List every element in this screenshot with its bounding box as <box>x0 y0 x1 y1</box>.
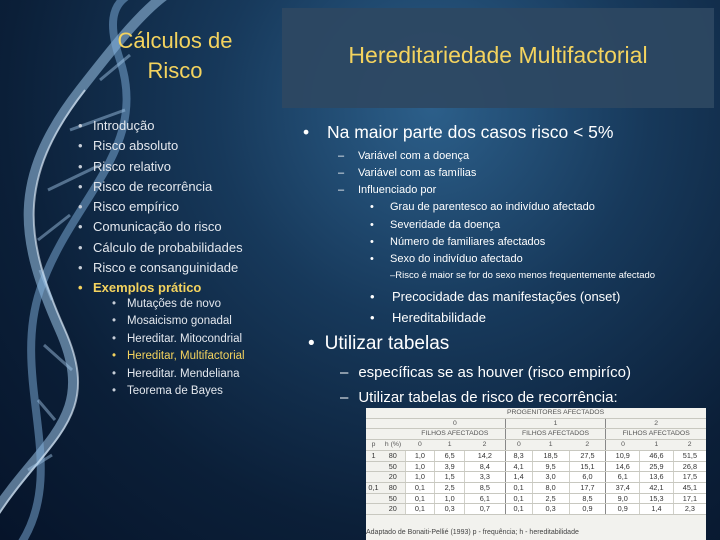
table-cell: 1,4 <box>505 472 532 483</box>
table-cell: 8,0 <box>532 482 569 493</box>
table-cell <box>366 461 381 472</box>
table-cell: 0,3 <box>435 504 465 515</box>
submenu-item-mosaicismo-gonadal[interactable]: • Mosaicismo gonadal <box>112 313 245 330</box>
table-cell: 0,9 <box>569 504 606 515</box>
table-group-header: 2 <box>606 418 706 429</box>
table-cell: 51,5 <box>673 450 706 461</box>
table-cell: 1,0 <box>435 493 465 504</box>
dash-marker: – <box>340 389 349 406</box>
table-cell: 14,2 <box>465 450 506 461</box>
table-cell: 0,1 <box>366 482 381 493</box>
main-bullet-text: Na maior parte dos casos risco < 5% <box>327 122 614 142</box>
table-group-header: 0 <box>405 418 505 429</box>
table-cell: 17,1 <box>673 493 706 504</box>
table-cell: 6,0 <box>569 472 606 483</box>
table-cell: 0,1 <box>405 482 435 493</box>
submenu-item-hereditar-mendeliana[interactable]: • Hereditar. Mendeliana <box>112 366 245 383</box>
table-subgroup-header: FILHOS AFECTADOS <box>405 429 505 440</box>
bullet-marker: • <box>370 289 375 304</box>
table-cell: 17,5 <box>673 472 706 483</box>
tables-bullet <box>308 333 449 355</box>
table-cell: 1,0 <box>405 461 435 472</box>
table-cell: 0,1 <box>505 482 532 493</box>
bullet-marker: • <box>370 201 374 213</box>
section-title-line-1: Cálculos de <box>117 28 233 53</box>
dash-marker: – <box>338 184 345 196</box>
table-cell: 17,7 <box>569 482 606 493</box>
slide-title: Hereditariedade Multifactorial <box>348 42 648 68</box>
table-cell: 50 <box>381 493 405 504</box>
table-cell: 15,1 <box>569 461 606 472</box>
table-cell: 15,3 <box>640 493 674 504</box>
table-col-label: 2 <box>465 440 506 451</box>
submenu <box>112 296 245 400</box>
table-cell: 6,1 <box>606 472 640 483</box>
bullet-marker: • <box>370 253 374 265</box>
table-cell: 18,5 <box>532 450 569 461</box>
table-col-label: 0 <box>606 440 640 451</box>
dash-item-variavel-doenca: Variável com a doença <box>358 150 470 162</box>
dash-marker: – <box>338 167 345 179</box>
menu-item-comunicacao-risco[interactable]: • Comunicação do risco <box>78 217 243 237</box>
tables-bullet-text: Utilizar tabelas <box>324 333 450 354</box>
table-cell: 2,5 <box>532 493 569 504</box>
table-cell <box>366 493 381 504</box>
submenu-item-hereditar-mitocondrial[interactable]: • Hereditar. Mitocondrial <box>112 331 245 348</box>
table-row <box>366 461 706 472</box>
table-cell: 8,4 <box>465 461 506 472</box>
table-cell: 1,4 <box>640 504 674 515</box>
table-column-labels <box>366 440 706 451</box>
table-cell: 0,1 <box>505 493 532 504</box>
dash-item-variavel-familias: Variável com as famílias <box>358 167 477 179</box>
table-row <box>366 450 706 461</box>
dash-item-influenciado: Influenciado por <box>358 184 437 196</box>
submenu-item-hereditar-multifactorial[interactable]: • Hereditar, Multifactorial <box>112 348 245 365</box>
tables-dash-recorrencia-text: Utilizar tabelas de risco de recorrência: <box>358 389 618 406</box>
table-col-label: 0 <box>505 440 532 451</box>
table-cell: 26,8 <box>673 461 706 472</box>
table-cell: 10,9 <box>606 450 640 461</box>
table-cell: 0,1 <box>405 504 435 515</box>
table-cell: 80 <box>381 450 405 461</box>
table-cell: 25,9 <box>640 461 674 472</box>
bullet-marker: • <box>370 219 374 231</box>
table-cell: 27,5 <box>569 450 606 461</box>
menu-item-risco-empirico[interactable]: • Risco empírico <box>78 197 243 217</box>
table-cell: 1,0 <box>405 450 435 461</box>
table-cell: 3,0 <box>532 472 569 483</box>
table-cell: 50 <box>381 461 405 472</box>
table-cell: 37,4 <box>606 482 640 493</box>
item-hereditabilidade: Hereditabilidade <box>392 310 486 325</box>
bullet-marker: • <box>308 333 315 354</box>
table-cell: 14,6 <box>606 461 640 472</box>
table-cell: 8,5 <box>465 482 506 493</box>
table-cell: 4,1 <box>505 461 532 472</box>
table-row <box>366 504 706 515</box>
table-cell: 0,1 <box>505 504 532 515</box>
table-cell: 3,3 <box>465 472 506 483</box>
section-menu <box>78 116 243 299</box>
menu-item-introducao[interactable]: • Introdução <box>78 116 243 136</box>
table-cell: 9,0 <box>606 493 640 504</box>
table-cell: 20 <box>381 504 405 515</box>
table-cell: 0,3 <box>532 504 569 515</box>
submenu-item-mutacoes-novo[interactable]: • Mutações de novo <box>112 296 245 313</box>
table-col-label: p <box>366 440 381 451</box>
bullet-marker: • <box>370 310 375 325</box>
table-col-label: 1 <box>532 440 569 451</box>
dash-marker: – <box>338 150 345 162</box>
table-cell: 2,3 <box>673 504 706 515</box>
table-cell <box>366 472 381 483</box>
table-cell: 13,6 <box>640 472 674 483</box>
table-caption: Adaptado de Bonaiti-Pellié (1993) p - frequência; h - hereditabilidade <box>366 529 579 536</box>
table-group-header: 1 <box>505 418 606 429</box>
menu-item-risco-absoluto[interactable]: • Risco absoluto <box>78 136 243 156</box>
section-title-line-2: Risco <box>147 58 203 83</box>
table-cell: 1,5 <box>435 472 465 483</box>
item-precocidade: Precocidade das manifestações (onset) <box>392 289 621 304</box>
tables-dash-especificas <box>340 364 631 381</box>
tables-dash-recorrencia <box>340 389 618 406</box>
table-cell: 45,1 <box>673 482 706 493</box>
table-col-label: 2 <box>569 440 606 451</box>
menu-item-risco-recorrencia[interactable]: • Risco de recorrência <box>78 177 243 197</box>
table-cell: 20 <box>381 472 405 483</box>
factor-severidade: Severidade da doença <box>390 219 501 231</box>
table-cell: 3,9 <box>435 461 465 472</box>
factor-sexo: Sexo do indivíduo afectado <box>390 253 523 265</box>
factor-grau-parentesco: Grau de parentesco ao indivíduo afectado <box>390 201 595 213</box>
table-col-label: 1 <box>435 440 465 451</box>
bullet-marker: • <box>370 236 374 248</box>
table-cell: 1 <box>366 450 381 461</box>
table-col-label: h (%) <box>381 440 405 451</box>
recurrence-risk-table <box>366 408 706 540</box>
submenu-item-teorema-bayes[interactable]: • Teorema de Bayes <box>112 383 245 400</box>
factor-numero-familiares: Número de familiares afectados <box>390 236 546 248</box>
table-col-label: 0 <box>405 440 435 451</box>
table-cell: 80 <box>381 482 405 493</box>
dash-marker: – <box>340 364 349 381</box>
menu-item-exemplos-pratico[interactable]: • Exemplos prático <box>78 278 243 298</box>
table-cell: 0,9 <box>606 504 640 515</box>
menu-item-risco-consanguinidade[interactable]: • Risco e consanguinidade <box>78 258 243 278</box>
table-header-top: PROGENITORES AFECTADOS <box>405 408 706 418</box>
section-title <box>90 26 260 86</box>
table-cell: 2,5 <box>435 482 465 493</box>
table-cell: 6,5 <box>435 450 465 461</box>
table-cell <box>366 504 381 515</box>
table-cell: 8,5 <box>569 493 606 504</box>
sex-note: –Risco é maior se for do sexo menos frequentemente afectado <box>390 270 656 281</box>
table-row <box>366 472 706 483</box>
table-cell: 8,3 <box>505 450 532 461</box>
table-cell: 6,1 <box>465 493 506 504</box>
menu-item-calculo-probabilidades[interactable]: • Cálculo de probabilidades <box>78 238 243 258</box>
table-cell: 0,1 <box>405 493 435 504</box>
table-col-label: 2 <box>673 440 706 451</box>
menu-item-risco-relativo[interactable]: • Risco relativo <box>78 157 243 177</box>
table-cell: 1,0 <box>405 472 435 483</box>
table-row <box>366 493 706 504</box>
table-col-label: 1 <box>640 440 674 451</box>
table-row <box>366 482 706 493</box>
table-cell: 0,7 <box>465 504 506 515</box>
table-subgroup-header: FILHOS AFECTADOS <box>606 429 706 440</box>
table-cell: 46,6 <box>640 450 674 461</box>
table-cell: 42,1 <box>640 482 674 493</box>
tables-dash-especificas-text: específicas se as houver (risco empiríco) <box>358 364 631 381</box>
table-subgroup-header: FILHOS AFECTADOS <box>505 429 606 440</box>
table-cell: 9,5 <box>532 461 569 472</box>
bullet-marker: • <box>303 122 310 142</box>
